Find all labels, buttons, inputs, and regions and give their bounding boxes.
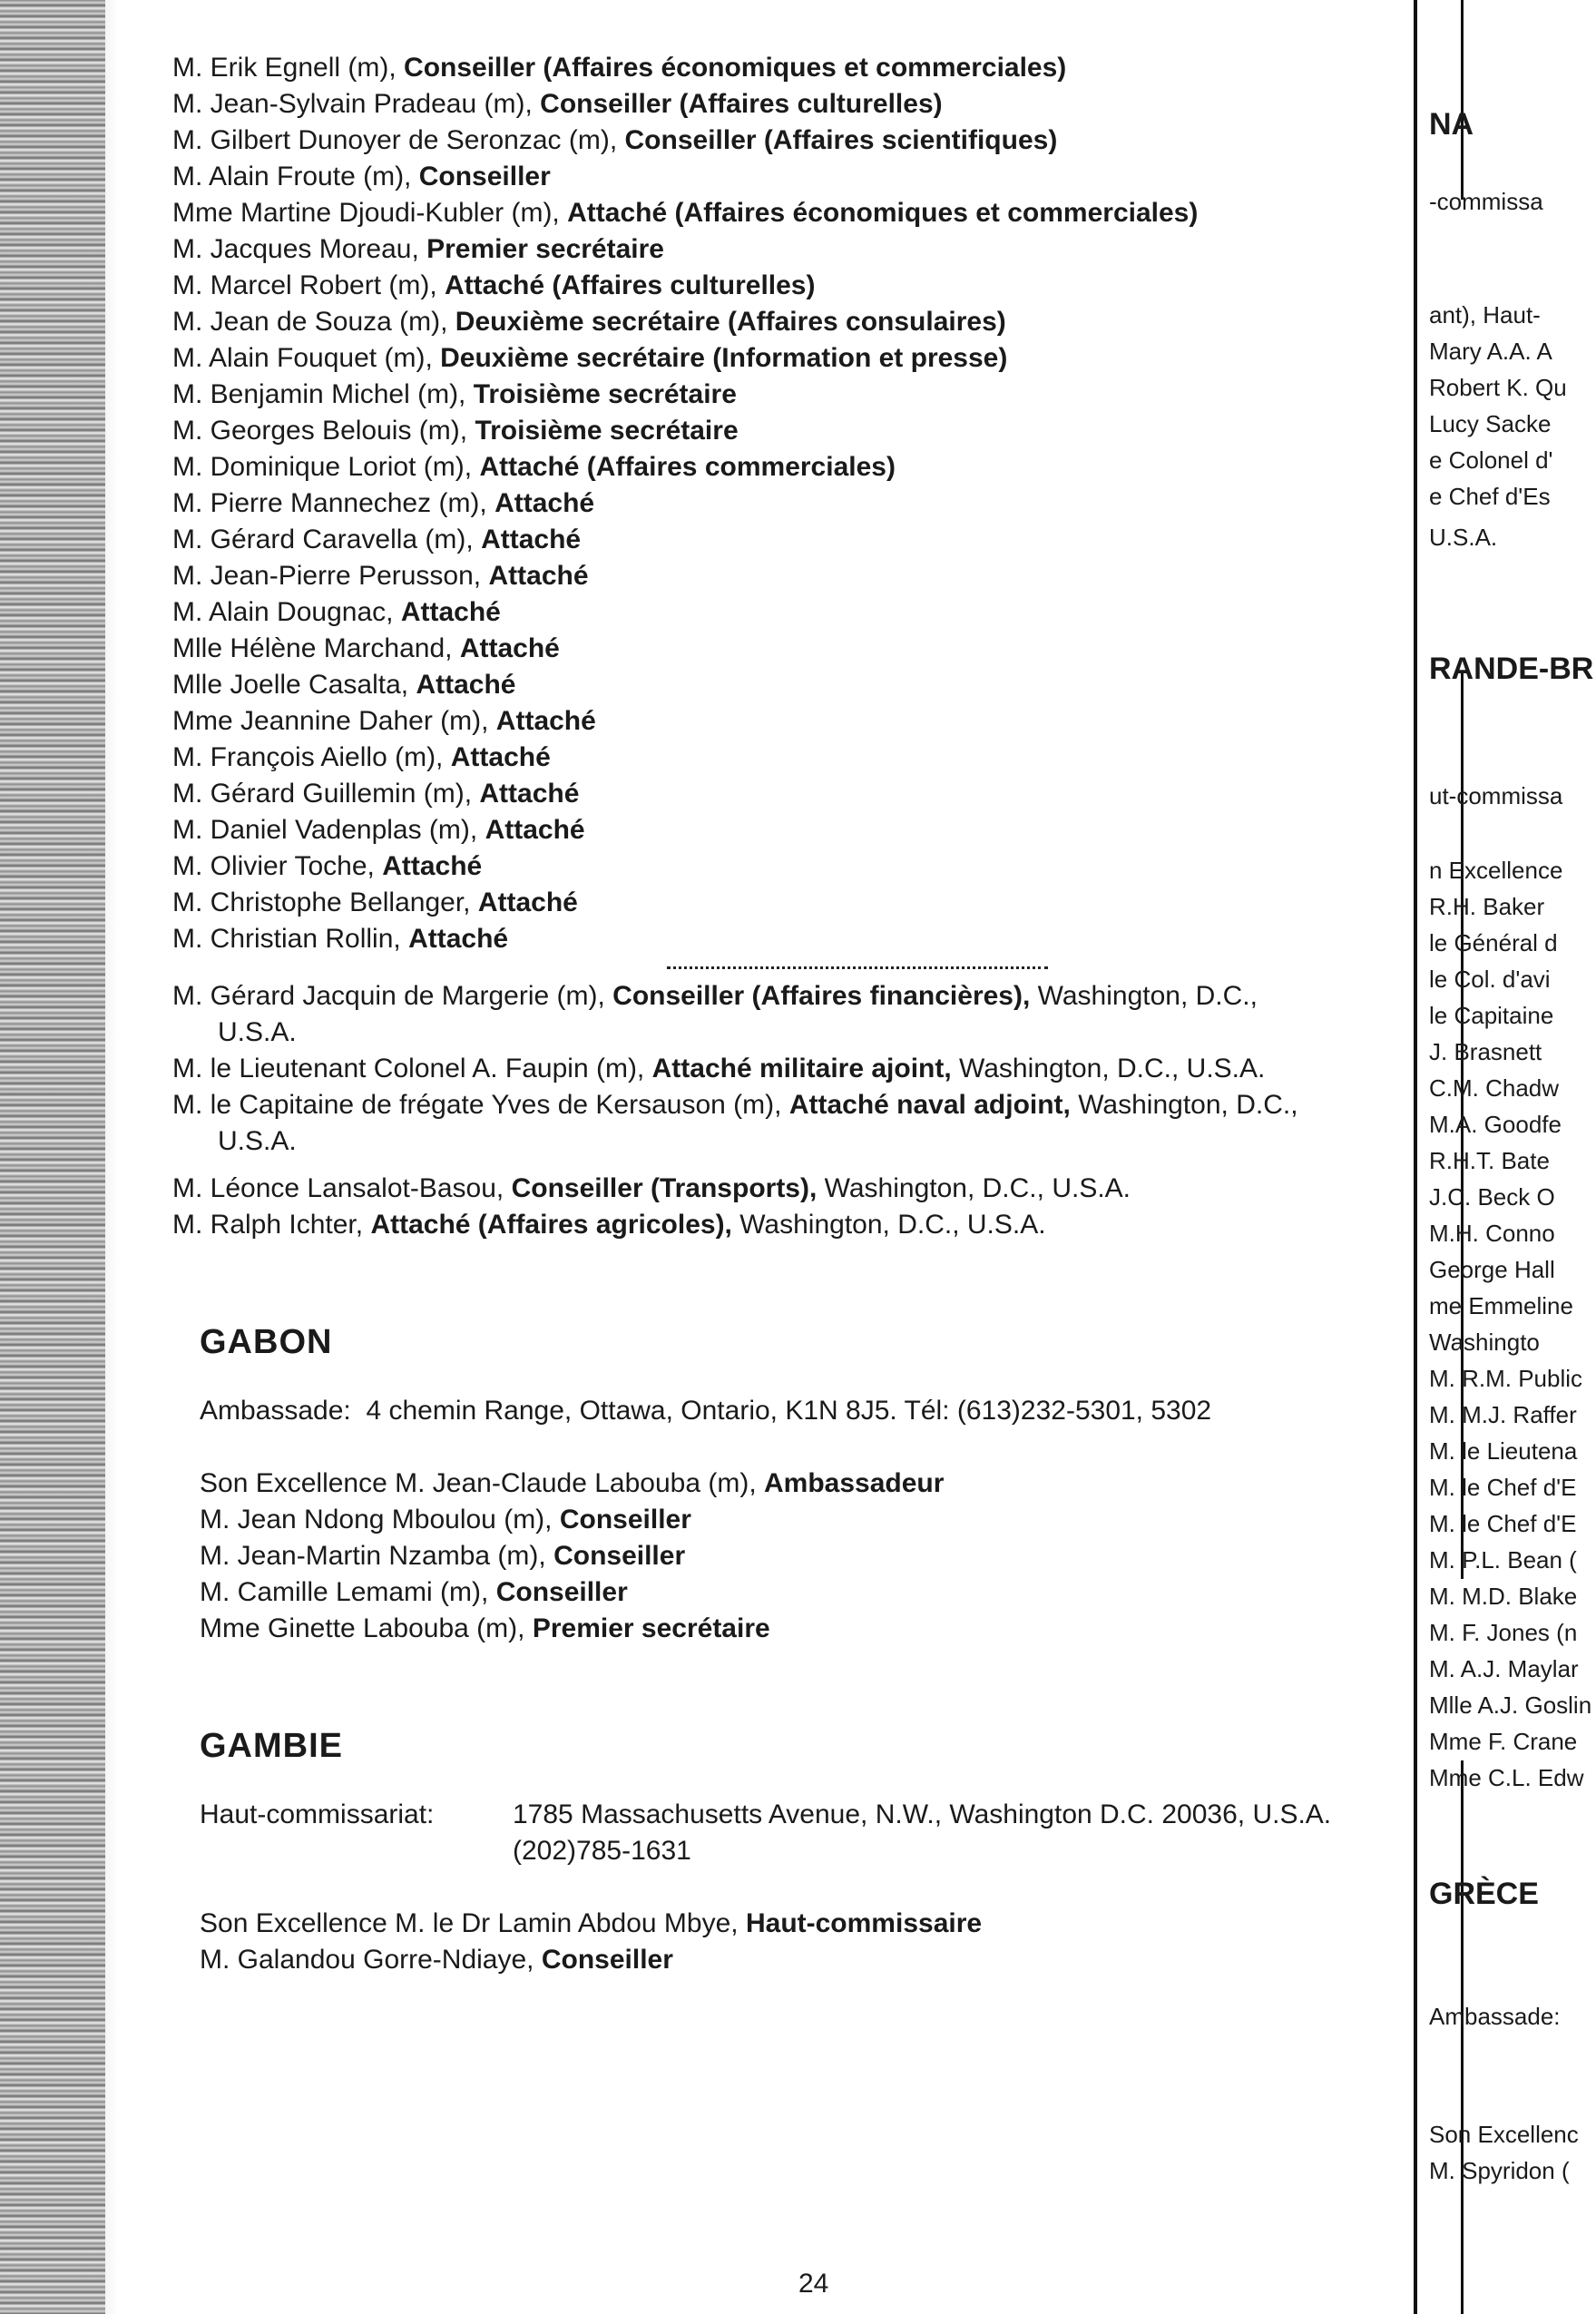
directory-page bbox=[172, 50, 1406, 1978]
facing-page-line: Robert K. Qu bbox=[1429, 374, 1567, 401]
staff-entry: M. le Capitaine de frégate Yves de Kersauson (m), Attaché naval adjoint, Washington, D.C., bbox=[172, 1090, 1298, 1120]
address-label: Haut-commissariat: bbox=[200, 1799, 435, 1829]
facing-page-line: J. Brasnett bbox=[1429, 1038, 1542, 1065]
facing-page-line: Mlle A.J. Goslin bbox=[1429, 1691, 1592, 1719]
dotted-separator bbox=[667, 966, 1048, 973]
france-staff-list bbox=[172, 50, 1406, 957]
staff-entry: Son Excellence M. Jean-Claude Labouba (m), Ambassadeur bbox=[200, 1468, 945, 1498]
facing-page-line: M. M.J. Raffer bbox=[1429, 1401, 1577, 1428]
staff-entry: Mme Jeannine Daher (m), Attaché bbox=[172, 706, 596, 736]
staff-entry: Mme Martine Djoudi-Kubler (m), Attaché (Affaires économiques et commerciales) bbox=[172, 198, 1199, 228]
facing-page-line: Son Excellenc bbox=[1429, 2121, 1579, 2148]
staff-entry: M. Jacques Moreau, Premier secrétaire bbox=[172, 234, 664, 264]
facing-page-line: ant), Haut- bbox=[1429, 301, 1541, 328]
staff-entry: M. Alain Dougnac, Attaché bbox=[172, 597, 501, 627]
staff-entry: M. Olivier Toche, Attaché bbox=[172, 851, 483, 881]
facing-page-heading: GRÈCE bbox=[1429, 1877, 1539, 1911]
staff-entry: M. Pierre Mannechez (m), Attaché bbox=[172, 488, 595, 518]
facing-page-rule bbox=[1461, 0, 1464, 200]
facing-page-line: e Chef d'Es bbox=[1429, 483, 1551, 510]
facing-page-line: M. le Lieutena bbox=[1429, 1437, 1578, 1465]
facing-page-column bbox=[1429, 0, 1596, 2314]
staff-entry: M. Georges Belouis (m), Troisième secrétaire bbox=[172, 416, 739, 446]
facing-page-line: M. le Chef d'E bbox=[1429, 1474, 1577, 1501]
address-label: Ambassade: bbox=[200, 1396, 351, 1426]
facing-page-heading: NA bbox=[1429, 107, 1474, 142]
facing-page-line: R.H.T. Bate bbox=[1429, 1147, 1550, 1174]
facing-page-line: le Capitaine bbox=[1429, 1002, 1554, 1029]
facing-page-line: Mme F. Crane bbox=[1429, 1728, 1578, 1755]
staff-entry: M. Gérard Guillemin (m), Attaché bbox=[172, 779, 580, 809]
facing-page-line: M. le Chef d'E bbox=[1429, 1510, 1577, 1537]
staff-entry: Son Excellence M. le Dr Lamin Abdou Mbye, Haut-commissaire bbox=[200, 1908, 983, 1938]
address-text: 1785 Massachusetts Avenue, N.W., Washington D.C. 20036, U.S.A. bbox=[513, 1799, 1332, 1829]
staff-entry: M. Gilbert Dunoyer de Seronzac (m), Conseiller (Affaires scientifiques) bbox=[172, 125, 1058, 155]
facing-page-line: M.H. Conno bbox=[1429, 1220, 1555, 1247]
facing-page-line: Washingto bbox=[1429, 1329, 1540, 1356]
staff-entry: M. Christian Rollin, Attaché bbox=[172, 924, 509, 954]
staff-entry: M. le Lieutenant Colonel A. Faupin (m), Attaché militaire ajoint, Washington, D.C., U.S.A. bbox=[172, 1054, 1266, 1083]
section-heading-gambie: GAMBIE bbox=[200, 1727, 343, 1765]
other-staff-list bbox=[172, 1171, 1406, 1243]
staff-entry: M. Camille Lemami (m), Conseiller bbox=[200, 1577, 628, 1607]
address-text: 4 chemin Range, Ottawa, Ontario, K1N 8J5. Tél: (613)232-5301, 5302 bbox=[366, 1396, 1212, 1426]
washington-staff-list bbox=[172, 978, 1406, 1160]
facing-page-rule bbox=[1461, 1760, 1464, 2314]
gabon-staff-list bbox=[200, 1466, 1406, 1647]
staff-entry: M. Galandou Gorre-Ndiaye, Conseiller bbox=[200, 1945, 673, 1975]
facing-page-line: me Emmeline bbox=[1429, 1292, 1573, 1319]
staff-entry: M. François Aiello (m), Attaché bbox=[172, 742, 551, 772]
staff-entry: M. Daniel Vadenplas (m), Attaché bbox=[172, 815, 585, 845]
facing-page-line: Ambassade: bbox=[1429, 2003, 1561, 2030]
facing-page-line: M. M.D. Blake bbox=[1429, 1583, 1578, 1610]
staff-entry: M. Erik Egnell (m), Conseiller (Affaires économiques et commerciales) bbox=[172, 53, 1067, 83]
facing-page-line: C.M. Chadw bbox=[1429, 1074, 1560, 1102]
facing-page-line: le Col. d'avi bbox=[1429, 966, 1551, 993]
staff-entry: Mme Ginette Labouba (m), Premier secrétaire bbox=[200, 1613, 770, 1643]
facing-page-line: M. R.M. Public bbox=[1429, 1365, 1583, 1392]
facing-page-line: George Hall bbox=[1429, 1256, 1555, 1283]
facing-page-line: M.A. Goodfe bbox=[1429, 1111, 1562, 1138]
staff-entry: M. Benjamin Michel (m), Troisième secrétaire bbox=[172, 379, 737, 409]
gambie-staff-list bbox=[200, 1906, 1406, 1978]
facing-page-line: le Général d bbox=[1429, 929, 1558, 956]
staff-entry: M. Alain Froute (m), Conseiller bbox=[172, 162, 551, 191]
staff-entry-continuation: U.S.A. bbox=[218, 1017, 297, 1047]
staff-entry: M. Gérard Jacquin de Margerie (m), Conseiller (Affaires financières), Washington, D.C., bbox=[172, 981, 1258, 1011]
staff-entry: M. Jean-Sylvain Pradeau (m), Conseiller (Affaires culturelles) bbox=[172, 89, 943, 119]
staff-entry: Mlle Hélène Marchand, Attaché bbox=[172, 633, 560, 663]
gabon-address bbox=[200, 1393, 1406, 1429]
staff-entry: M. Ralph Ichter, Attaché (Affaires agricoles), Washington, D.C., U.S.A. bbox=[172, 1210, 1046, 1240]
staff-entry: M. Léonce Lansalot-Basou, Conseiller (Transports), Washington, D.C., U.S.A. bbox=[172, 1173, 1131, 1203]
facing-page-line: Lucy Sacke bbox=[1429, 410, 1552, 437]
facing-page-line: U.S.A. bbox=[1429, 524, 1498, 551]
staff-entry: M. Jean de Souza (m), Deuxième secrétaire (Affaires consulaires) bbox=[172, 307, 1006, 337]
facing-page-line: M. Spyridon ( bbox=[1429, 2157, 1570, 2184]
staff-entry: M. Gérard Caravella (m), Attaché bbox=[172, 525, 582, 554]
facing-page-line: e Colonel d' bbox=[1429, 446, 1553, 474]
facing-page-line: M. P.L. Bean ( bbox=[1429, 1546, 1577, 1574]
staff-entry-continuation: U.S.A. bbox=[218, 1126, 297, 1156]
gambie-address bbox=[200, 1797, 1406, 1869]
staff-entry: M. Marcel Robert (m), Attaché (Affaires culturelles) bbox=[172, 270, 816, 300]
facing-page-line: -commissa bbox=[1429, 188, 1543, 215]
scanned-binding-edge bbox=[0, 0, 118, 2314]
staff-entry: M. Dominique Loriot (m), Attaché (Affaires commerciales) bbox=[172, 452, 896, 482]
section-heading-gabon: GABON bbox=[200, 1323, 333, 1361]
staff-entry: M. Jean-Martin Nzamba (m), Conseiller bbox=[200, 1541, 686, 1571]
facing-page-line: M. F. Jones (n bbox=[1429, 1619, 1578, 1646]
address-phone: (202)785-1631 bbox=[513, 1836, 691, 1866]
facing-page-line: M. A.J. Maylar bbox=[1429, 1655, 1579, 1682]
facing-page-gutter-line bbox=[1414, 0, 1417, 2314]
staff-entry: Mlle Joelle Casalta, Attaché bbox=[172, 670, 516, 700]
facing-page-line: n Excellence bbox=[1429, 857, 1563, 884]
staff-entry: M. Alain Fouquet (m), Deuxième secrétaire (Information et presse) bbox=[172, 343, 1008, 373]
staff-entry: M. Jean-Pierre Perusson, Attaché bbox=[172, 561, 589, 591]
facing-page-line: ut-commissa bbox=[1429, 782, 1563, 809]
facing-page-line: J.C. Beck O bbox=[1429, 1183, 1555, 1211]
staff-entry: M. Jean Ndong Mboulou (m), Conseiller bbox=[200, 1505, 691, 1534]
facing-page-line: Mme C.L. Edw bbox=[1429, 1764, 1584, 1791]
facing-page-line: R.H. Baker bbox=[1429, 893, 1545, 920]
facing-page-line: Mary A.A. A bbox=[1429, 338, 1552, 365]
facing-page-heading: RANDE-BR bbox=[1429, 652, 1594, 686]
page-number: 24 bbox=[798, 2269, 829, 2299]
staff-entry: M. Christophe Bellanger, Attaché bbox=[172, 887, 578, 917]
